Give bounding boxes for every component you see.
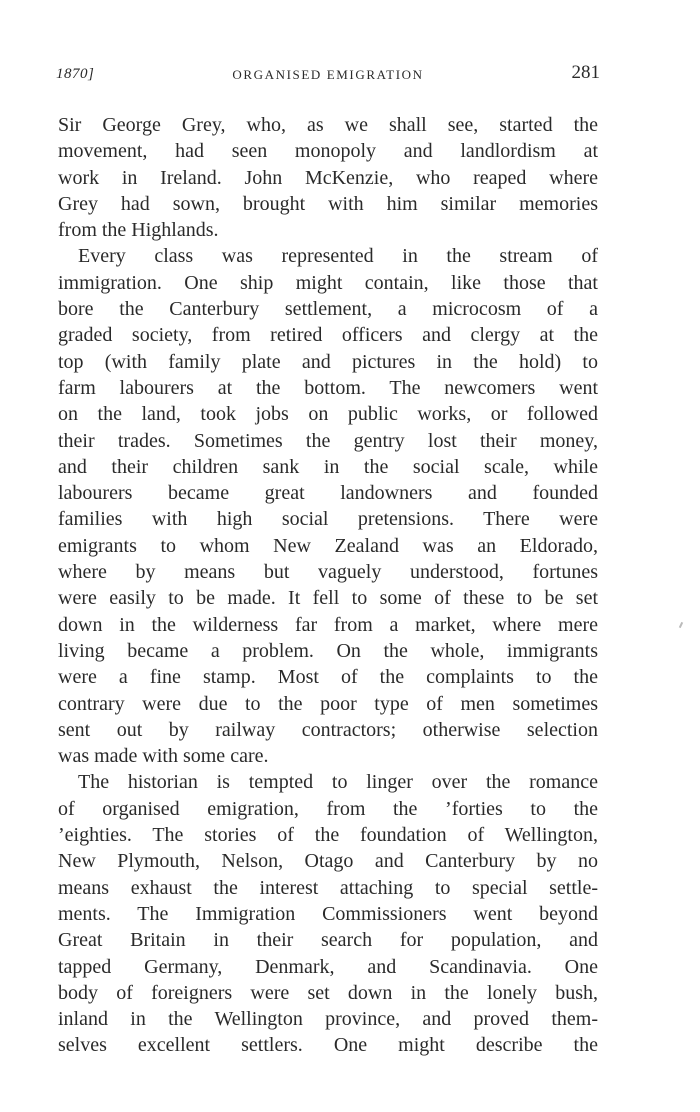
text-line: sent out by railway contractors; otherwise selection bbox=[58, 718, 598, 741]
text-line: Sir George Grey, who, as we shall see, started the bbox=[58, 114, 598, 136]
text-line: emigrants to whom New Zealand was an Eldorado, bbox=[58, 534, 598, 557]
text-line: immigration. One ship might contain, like those that bbox=[58, 271, 598, 294]
text-line: top (with family plate and pictures in the hold) to bbox=[58, 350, 598, 373]
text-line: contrary were due to the poor type of men sometimes bbox=[58, 692, 598, 715]
text-line: ments. The Immigration Commissioners went beyond bbox=[58, 902, 598, 925]
text-line: where by means but vaguely understood, fortunes bbox=[58, 561, 598, 584]
text-line: movement, had seen monopoly and landlordism at bbox=[58, 140, 598, 163]
text-line: and their children sank in the social scale, while bbox=[58, 455, 598, 478]
text-line: work in Ireland. John McKenzie, who reaped where bbox=[58, 166, 598, 189]
text-line: on the land, took jobs on public works, or followed bbox=[58, 403, 598, 426]
running-head-year: 1870] bbox=[56, 66, 95, 82]
text-line: selves excellent settlers. One might describe the bbox=[58, 1034, 598, 1057]
text-line: down in the wilderness far from a market, where mere bbox=[58, 613, 598, 636]
text-line: body of foreigners were set down in the lonely bush, bbox=[58, 981, 598, 1004]
text-line: were easily to be made. It fell to some of these to be set bbox=[58, 587, 598, 610]
text-line: tapped Germany, Denmark, and Scandinavia. One bbox=[58, 955, 598, 978]
text-line: were a fine stamp. Most of the complaints to the bbox=[58, 666, 598, 689]
text-line: living became a problem. On the whole, immigrants bbox=[58, 639, 598, 662]
text-line: from the Highlands. bbox=[58, 219, 219, 242]
text-line: means exhaust the interest attaching to special settle- bbox=[58, 876, 598, 899]
text-line: Great Britain in their search for population, and bbox=[58, 929, 598, 952]
text-line: inland in the Wellington province, and proved them- bbox=[58, 1008, 598, 1031]
text-line: Every class was represented in the stream of bbox=[78, 245, 598, 268]
text-line: labourers became great landowners and founded bbox=[58, 482, 598, 505]
text-line: ’eighties. The stories of the foundation of Wellington, bbox=[58, 824, 598, 847]
text-line: The historian is tempted to linger over the romance bbox=[78, 771, 598, 794]
running-head-title: ORGANISED EMIGRATION bbox=[232, 67, 424, 82]
text-line: families with high social pretensions. There were bbox=[58, 508, 598, 531]
text-line: bore the Canterbury settlement, a microcosm of a bbox=[58, 298, 598, 321]
text-line: Grey had sown, brought with him similar memories bbox=[58, 192, 598, 215]
text-line: was made with some care. bbox=[58, 745, 269, 768]
text-line: New Plymouth, Nelson, Otago and Canterbury by no bbox=[58, 850, 598, 873]
text-line: their trades. Sometimes the gentry lost their money, bbox=[58, 429, 598, 452]
text-line: farm labourers at the bottom. The newcomers went bbox=[58, 376, 598, 399]
running-head bbox=[56, 62, 600, 92]
text-line: graded society, from retired officers and clergy at the bbox=[58, 324, 598, 347]
margin-speck bbox=[679, 622, 683, 628]
text-line: of organised emigration, from the ’forties to the bbox=[58, 797, 598, 820]
page-number: 281 bbox=[571, 62, 600, 83]
body-text bbox=[58, 112, 598, 1059]
